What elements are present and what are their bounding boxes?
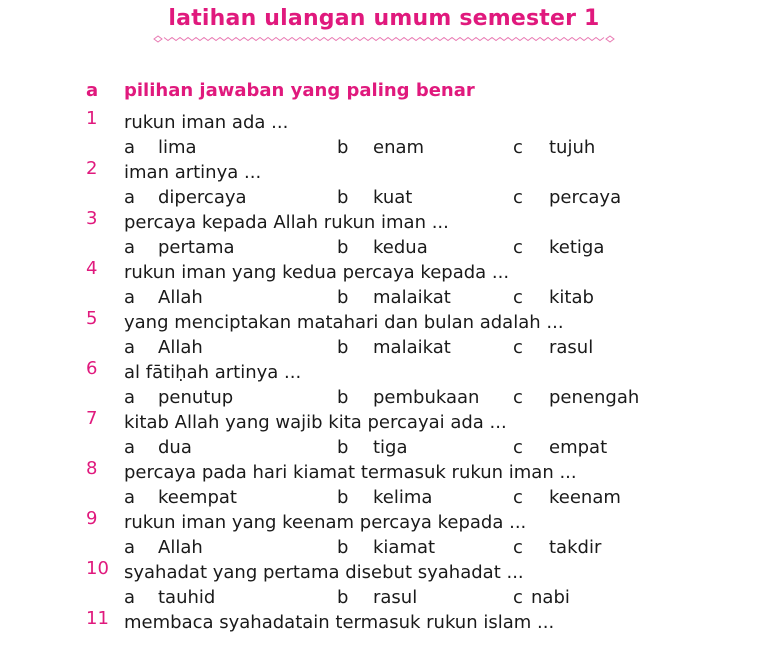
option-a-letter: a xyxy=(124,287,136,308)
option-b-letter: b xyxy=(337,287,349,308)
option-a-letter: a xyxy=(124,587,136,608)
option-a-text: keempat xyxy=(158,487,237,508)
option-c-text: keenam xyxy=(549,487,621,508)
option-b-letter: b xyxy=(337,537,349,558)
question-text: percaya kepada Allah rukun iman ... xyxy=(124,212,449,233)
option-a-letter: a xyxy=(124,387,136,408)
option-a-text: lima xyxy=(158,137,197,158)
question-item xyxy=(0,558,768,608)
question-number: 2 xyxy=(86,158,98,179)
option-b-text: tiga xyxy=(373,437,408,458)
option-b-letter: b xyxy=(337,487,349,508)
option-c-letter: c xyxy=(513,337,523,358)
option-c-letter: c xyxy=(513,537,523,558)
option-b-text: kiamat xyxy=(373,537,436,558)
option-c-text: nabi xyxy=(531,587,570,608)
question-text: iman artinya ... xyxy=(124,162,262,183)
question-number: 8 xyxy=(86,458,98,479)
question-item xyxy=(0,158,768,208)
option-a-text: dipercaya xyxy=(158,187,247,208)
option-b-text: rasul xyxy=(373,587,418,608)
option-b-text: malaikat xyxy=(373,337,451,358)
option-a-letter: a xyxy=(124,187,136,208)
question-text: rukun iman yang kedua percaya kepada ... xyxy=(124,262,510,283)
option-c-letter: c xyxy=(513,137,523,158)
page-title: latihan ulangan umum semester 1 xyxy=(168,6,600,31)
option-c-letter: c xyxy=(513,237,523,258)
option-b-letter: b xyxy=(337,137,349,158)
option-b-text: kelima xyxy=(373,487,433,508)
question-number: 9 xyxy=(86,508,98,529)
section-heading: pilihan jawaban yang paling benar xyxy=(124,80,475,101)
option-b-text: pembukaan xyxy=(373,387,480,408)
option-c-letter: c xyxy=(513,487,523,508)
option-b-letter: b xyxy=(337,187,349,208)
option-c-letter: c xyxy=(513,187,523,208)
question-text: kitab Allah yang wajib kita percayai ada ... xyxy=(124,412,507,433)
option-b-text: kuat xyxy=(373,187,413,208)
question-number: 1 xyxy=(86,108,98,129)
question-text: al fātiḥah artinya ... xyxy=(124,362,302,383)
option-c-letter: c xyxy=(513,587,523,608)
question-item xyxy=(0,508,768,558)
question-text: membaca syahadatain termasuk rukun islam ... xyxy=(124,612,555,633)
question-item xyxy=(0,108,768,158)
option-b-letter: b xyxy=(337,387,349,408)
question-number: 7 xyxy=(86,408,98,429)
option-b-letter: b xyxy=(337,237,349,258)
question-number: 3 xyxy=(86,208,98,229)
option-c-text: kitab xyxy=(549,287,594,308)
option-b-letter: b xyxy=(337,437,349,458)
option-c-text: penengah xyxy=(549,387,640,408)
section-letter: a xyxy=(86,80,99,101)
option-c-text: ketiga xyxy=(549,237,605,258)
question-list xyxy=(0,108,768,658)
question-number: 4 xyxy=(86,258,98,279)
question-number: 6 xyxy=(86,358,98,379)
option-a-letter: a xyxy=(124,537,136,558)
section-header xyxy=(0,80,768,104)
option-a-letter: a xyxy=(124,237,136,258)
option-a-text: penutup xyxy=(158,387,234,408)
option-b-text: malaikat xyxy=(373,287,451,308)
option-a-text: pertama xyxy=(158,237,235,258)
option-c-text: tujuh xyxy=(549,137,596,158)
option-c-letter: c xyxy=(513,437,523,458)
question-item xyxy=(0,408,768,458)
question-text: yang menciptakan matahari dan bulan adalah ... xyxy=(124,312,564,333)
option-b-text: enam xyxy=(373,137,425,158)
option-a-text: tauhid xyxy=(158,587,216,608)
option-b-letter: b xyxy=(337,587,349,608)
question-text: rukun iman ada ... xyxy=(124,112,289,133)
option-a-text: Allah xyxy=(158,537,203,558)
option-c-letter: c xyxy=(513,287,523,308)
decorative-divider xyxy=(152,34,616,44)
option-c-text: empat xyxy=(549,437,608,458)
option-c-letter: c xyxy=(513,387,523,408)
question-item xyxy=(0,358,768,408)
option-a-text: Allah xyxy=(158,337,203,358)
question-item xyxy=(0,208,768,258)
option-b-letter: b xyxy=(337,337,349,358)
option-a-letter: a xyxy=(124,337,136,358)
question-item xyxy=(0,458,768,508)
option-c-text: rasul xyxy=(549,337,594,358)
question-text: syahadat yang pertama disebut syahadat ... xyxy=(124,562,524,583)
question-number: 11 xyxy=(86,608,109,629)
question-item xyxy=(0,608,768,658)
question-item xyxy=(0,308,768,358)
option-b-text: kedua xyxy=(373,237,428,258)
option-a-letter: a xyxy=(124,487,136,508)
option-a-letter: a xyxy=(124,437,136,458)
option-a-letter: a xyxy=(124,137,136,158)
option-a-text: dua xyxy=(158,437,192,458)
question-number: 5 xyxy=(86,308,98,329)
option-c-text: percaya xyxy=(549,187,622,208)
question-text: rukun iman yang keenam percaya kepada ... xyxy=(124,512,527,533)
option-a-text: Allah xyxy=(158,287,203,308)
option-c-text: takdir xyxy=(549,537,602,558)
question-number: 10 xyxy=(86,558,109,579)
question-item xyxy=(0,258,768,308)
question-text: percaya pada hari kiamat termasuk rukun iman ... xyxy=(124,462,577,483)
